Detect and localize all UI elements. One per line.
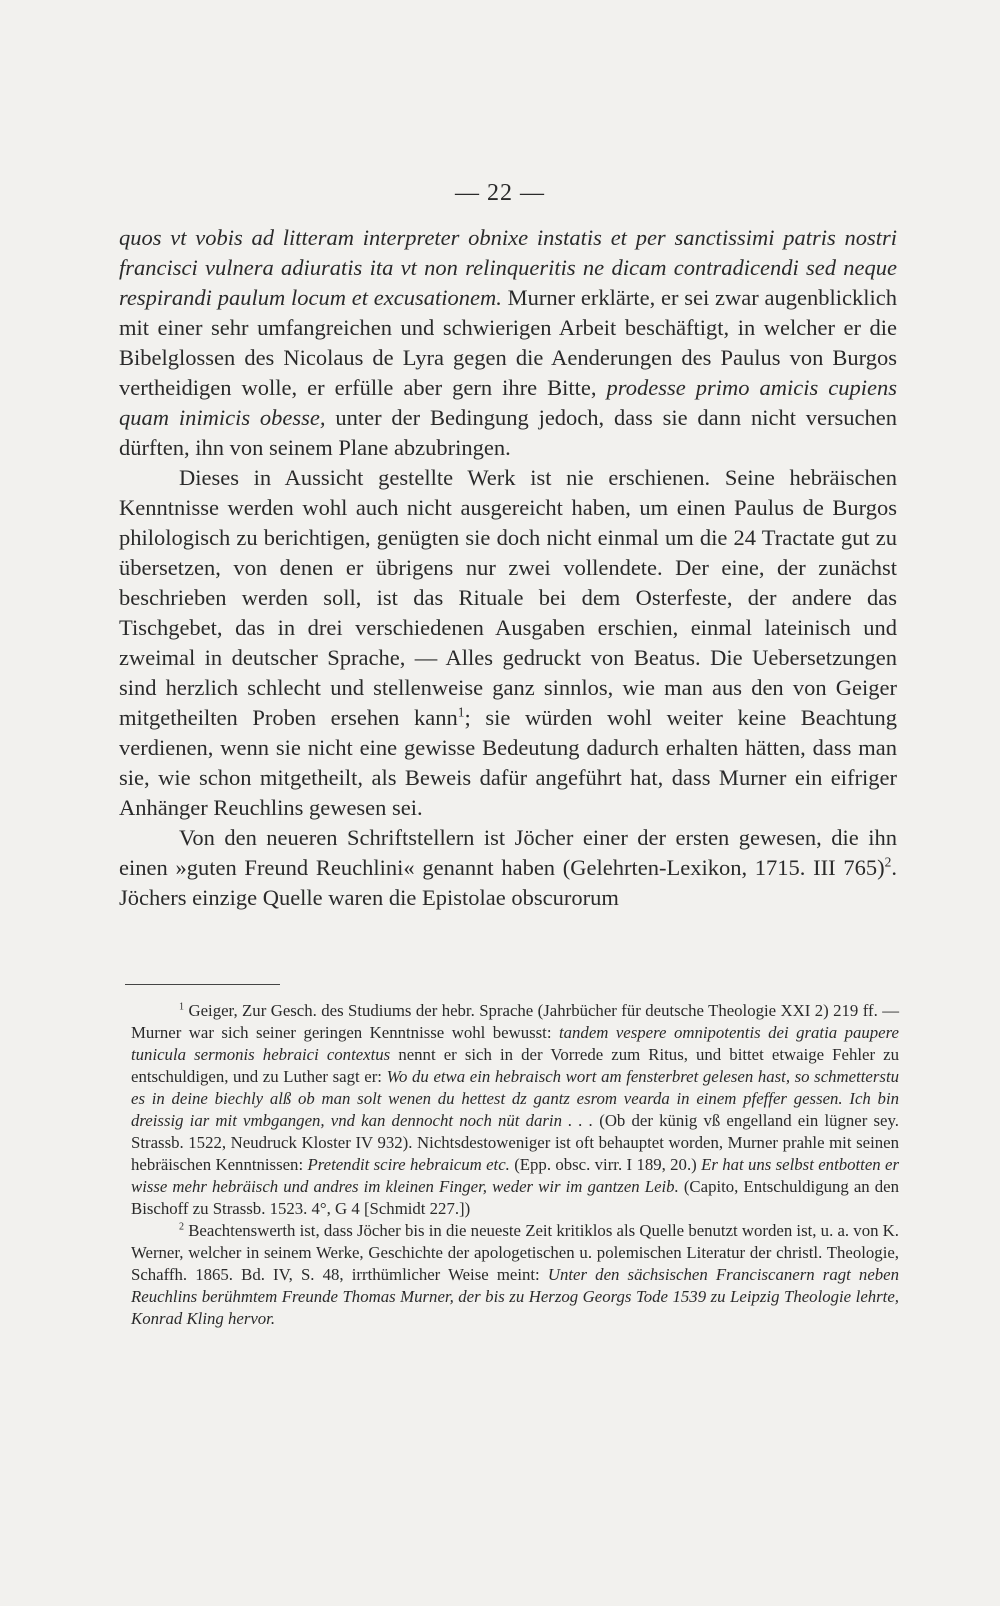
quote: Er hat uns selbst entbotten er wisse mehr hebräisch und andres im kleinen Finger, weder wir im gantzen Leib. bbox=[131, 1155, 899, 1196]
quote: tandem vespere omnipotentis dei gratia paupere tunicula sermonis hebraici contextus bbox=[131, 1023, 899, 1064]
footnote-1 bbox=[131, 1000, 899, 1220]
footnote-divider bbox=[125, 984, 280, 985]
quote: Pretendit scire hebraicum etc. bbox=[307, 1155, 510, 1174]
footnote-2 bbox=[131, 1220, 899, 1330]
footnote-ref-2[interactable]: 2 bbox=[884, 854, 892, 870]
footnote-mark: 1 bbox=[179, 1001, 185, 1013]
text-run: Geiger, Zur Gesch. des Studiums der hebr. Sprache (Jahrbücher für deutsche Theologie XXI 2) 219 ff. — Murner war sich seiner geringen Kenntnisse wohl bewusst: bbox=[131, 1001, 899, 1042]
footnote-mark: 2 bbox=[179, 1221, 185, 1233]
text-run: (Capito, Entschuldigung an den Bischoff zu Strassb. 1523. 4°, G 4 [Schmidt 227.]) bbox=[131, 1177, 899, 1218]
footnote-ref-1[interactable]: 1 bbox=[457, 704, 465, 720]
latin-quote: quos vt vobis ad litteram interpreter obnixe instatis et per sanctissimi patris nostri francisci vulnera adiuratis ita vt non relinqueritis ne dicam contradicendi sed neque respirandi paulum locum et excusationem. bbox=[119, 225, 897, 310]
quote: Unter den sächsischen Franciscanern ragt neben Reuchlins berühmtem Freunde Thomas Murner, der bis zu Herzog Georgs Tode 1539 zu Leipzig Theologie lehrte, Konrad Kling hervor. bbox=[131, 1265, 899, 1328]
text-run: (Epp. obsc. virr. I 189, 20.) bbox=[509, 1155, 702, 1174]
text-run: Dieses in Aussicht gestellte Werk ist nie erschienen. Seine hebräischen Kenntnisse werden wohl auch nicht ausgereicht haben, um einen Paulus de Burgos philologisch zu berichtigen, genügten sie doch nicht einmal um die 24 Tractate gut zu übersetzen, von denen er übrigens nur zwei vollendete. Der eine, der zunächst beschrieben werden soll, ist das Rituale bei dem Osterfeste, der andere das Tischgebet, das in drei verschiedenen Ausgaben erschien, einmal lateinisch und zweimal in deutscher Sprache, — Alles gedruckt von Beatus. Die Uebersetzungen sind herzlich schlecht und stellenweise ganz sinnlos, wie man aus den von Geiger mitgetheilten Proben ersehen kann bbox=[119, 465, 897, 730]
text-run: unter der Bedingung jedoch, dass sie dann nicht versuchen dürften, ihn von seinem Plane abzubringen. bbox=[119, 405, 898, 460]
paragraph-3 bbox=[119, 823, 897, 913]
text-run: Von den neueren Schriftstellern ist Jöcher einer der ersten gewesen, die ihn einen »guten Freund Reuchlini« genannt haben (Gelehrten-Lexikon, 1715. III 765) bbox=[119, 825, 897, 880]
text-run: . Jöchers einzige Quelle waren die Epistolae obscurorum bbox=[119, 855, 897, 910]
text-run: ; sie würden wohl weiter keine Beachtung verdienen, wenn sie nicht eine gewisse Bedeutung dadurch erhalten hätten, dass man sie, wie schon mitgetheilt, als Beweis dafür angeführt hat, dass Murner ein eifriger Anhänger Reuchlins gewesen sei. bbox=[119, 705, 898, 820]
quote: Wo du etwa ein hebraisch wort am fensterbret gelesen hast, so schmetterstu es in deine biechly alß ob man solt wenen du hettest dz gantz esrom vearda in einem pfeffer gessen. Ich bin dreissig iar mit vmbgangen, vnd kan dennocht noch nüt darin . . . bbox=[131, 1067, 899, 1130]
footnotes bbox=[131, 1000, 899, 1330]
paragraph-2 bbox=[119, 463, 897, 823]
text-run: Murner erklärte, er sei zwar augenblicklich mit einer sehr umfangreichen und schwierigen Arbeit beschäftigt, in welcher er die Bibelglossen des Nicolaus de Lyra gegen die Aenderungen des Paulus von Burgos vertheidigen wolle, er erfülle aber gern ihre Bitte, bbox=[119, 285, 897, 400]
text-run: nennt er sich in der Vorrede zum Ritus, und bittet etwaige Fehler zu entschuldigen, und zu Luther sagt er: bbox=[131, 1045, 900, 1086]
text-run: Beachtenswerth ist, dass Jöcher bis in die neueste Zeit kritiklos als Quelle benutzt worden ist, u. a. von K. Werner, welcher in seinem Werke, Geschichte der apologetischen u. polemischen Literatur der christl. Theologie, Schaffh. 1865. Bd. IV, S. 48, irrthümlicher Weise meint: bbox=[131, 1221, 899, 1284]
main-text bbox=[119, 223, 897, 913]
paragraph-1 bbox=[119, 223, 897, 463]
latin-quote: prodesse primo amicis cupiens quam inimicis obesse, bbox=[119, 375, 897, 430]
text-run: (Ob der künig vß engelland ein lügner sey. Strassb. 1522, Neudruck Kloster IV 932). Nichtsdestoweniger ist oft behauptet worden, Murner prahle mit seinen hebräischen Kenntnissen: bbox=[131, 1111, 899, 1174]
page-number: — 22 — bbox=[455, 180, 545, 206]
